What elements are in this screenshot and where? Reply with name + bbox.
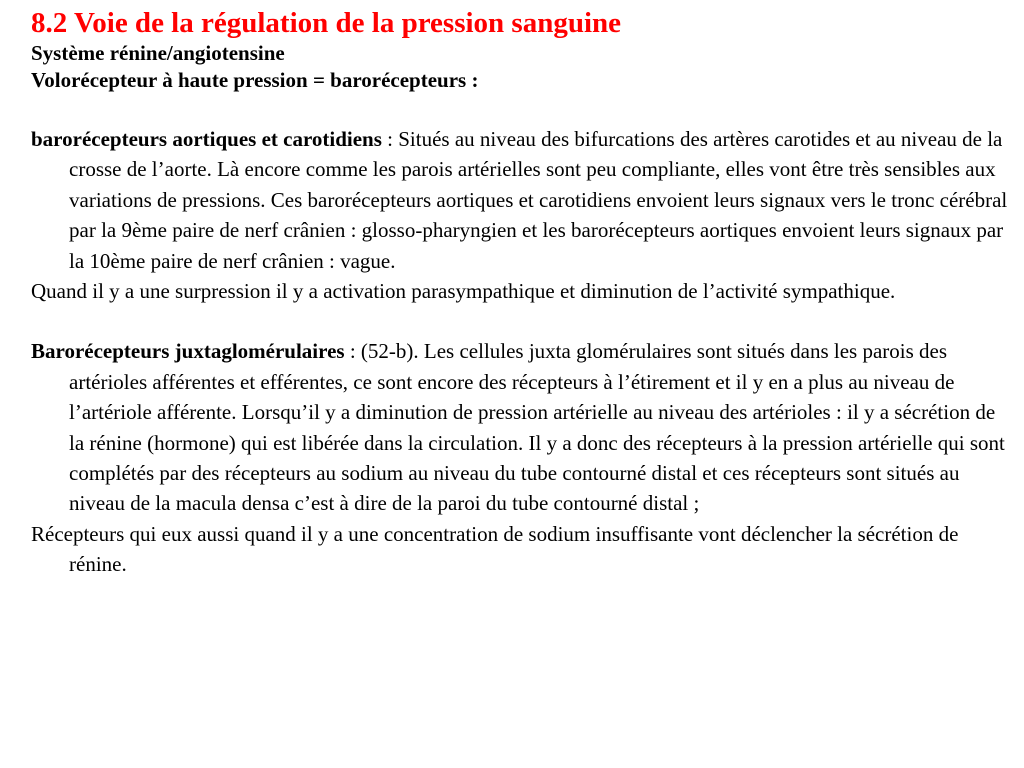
subheading-baroreceptors: Volorécepteur à haute pression = barorécepteurs :	[31, 68, 479, 92]
paragraph-aortic-carotid	[31, 124, 1010, 276]
paragraph-overpressure: Quand il y a une surpression il y a activation parasympathique et diminution de l’activité sympathique.	[31, 279, 896, 304]
paragraph-juxtaglomerular-text: : (52-b). Les cellules juxta glomérulaires sont situés dans les parois des artérioles afférentes et efférentes, ce sont encore des récepteurs à l’étirement et il y en a plus au niveau de l’artériole afférente. Lorsqu’il y a diminution de pression artérielle au niveau des artérioles : il y a sécrétion de la rénine (hormone) qui est libérée dans la circulation. Il y a donc des récepteurs à la pression artérielle qui sont complétés par des récepteurs au sodium au niveau du tube contourné distal et ces récepteurs sont situés au niveau de la macula densa c’est à dire de la paroi du tube contourné distal ;	[69, 339, 1005, 516]
spacer	[31, 94, 1010, 124]
term-juxtaglomerular: Barorécepteurs juxtaglomérulaires	[31, 339, 345, 364]
page-title: 8.2 Voie de la régulation de la pression sanguine	[31, 7, 622, 39]
paragraph-aortic-carotid-text: : Situés au niveau des bifurcations des artères carotides et au niveau de la crosse de l’aorte. Là encore comme les parois artérielles sont peu compliante, elles vont être très sensibles aux variations de pressions. Ces barorécepteurs aortiques et carotidiens envoient leurs signaux vers le tronc cérébral par la 9ème paire de nerf crânien : glosso-pharyngien et les barorécepteurs aortiques envoient leurs signaux par la 10ème paire de nerf crânien : vague.	[69, 127, 1008, 273]
paragraph-sodium-receptors: Récepteurs qui eux aussi quand il y a une concentration de sodium insuffisante vont déclencher la sécrétion de rénine.	[31, 521, 959, 577]
spacer	[31, 306, 1010, 336]
subheading-renin-angiotensin: Système rénine/angiotensine	[31, 41, 285, 65]
paragraph-juxtaglomerular	[31, 336, 1010, 518]
term-aortic-carotid: barorécepteurs aortiques et carotidiens	[31, 127, 382, 151]
